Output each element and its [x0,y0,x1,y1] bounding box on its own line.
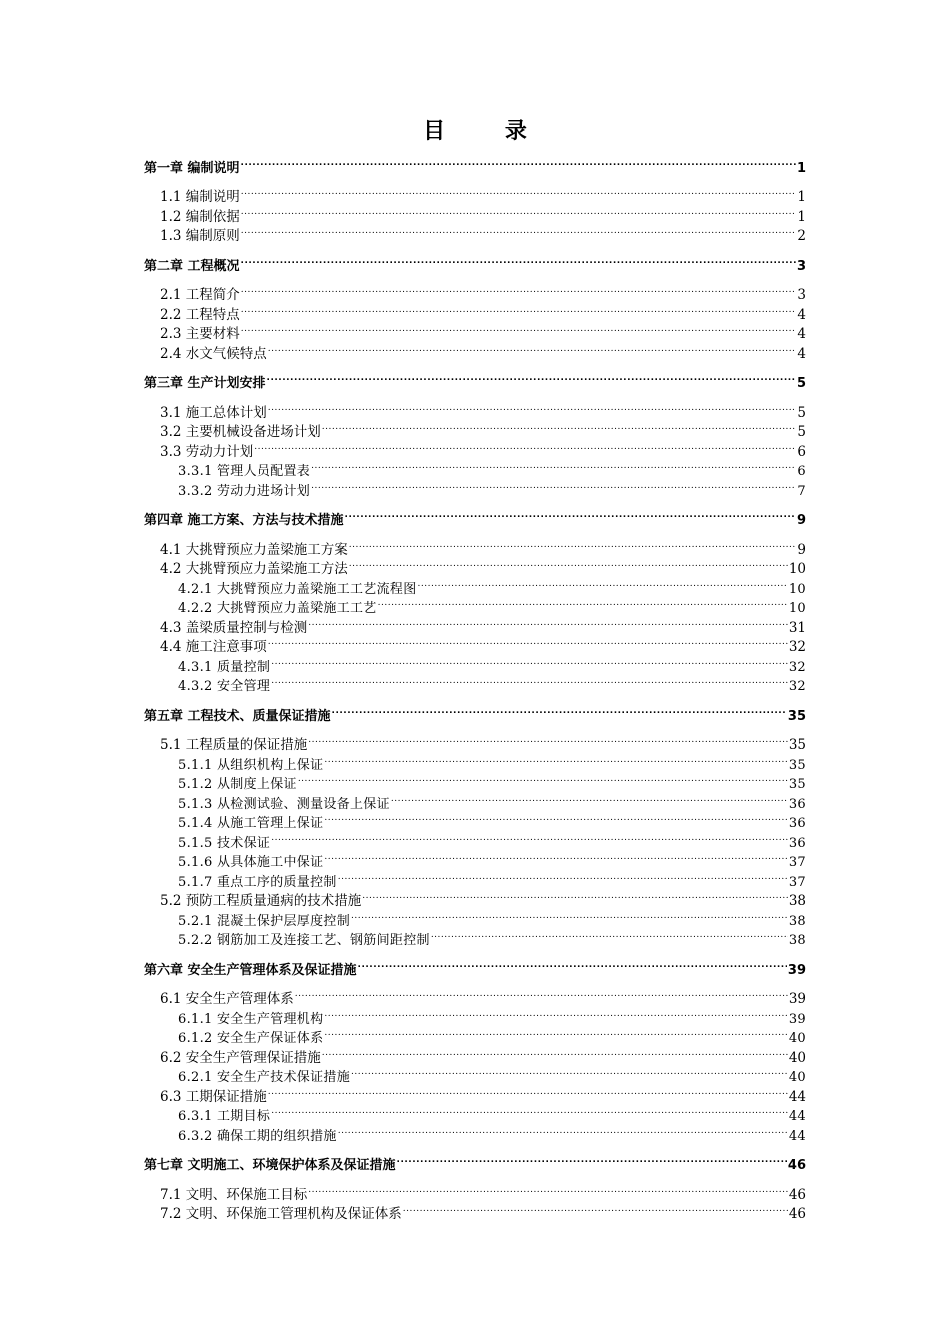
toc-page-number: 39 [788,1011,806,1027]
toc-title: 目 录 [423,119,553,144]
toc-page-number: 4 [797,345,806,362]
toc-entry-label: 1.2 编制依据 [160,208,240,225]
toc-entry-label: 3.1 施工总体计划 [160,404,267,421]
toc-entry-label: 6.3.2 确保工期的组织措施 [178,1128,337,1144]
toc-entry-label: 4.2.1 大挑臂预应力盖梁施工工艺流程图 [178,581,417,597]
toc-chapter [144,700,806,948]
toc-page-number: 37 [788,855,806,870]
toc-page-number: 36 [788,796,806,812]
toc-leader-dots [271,1101,788,1121]
toc-leader-dots [397,1150,787,1170]
toc-page-number: 38 [788,893,806,909]
toc-leader-dots [418,573,788,593]
toc-entry-label: 6.3 工期保证措施 [160,1088,267,1105]
toc-entry-label: 6.1 安全生产管理体系 [160,991,294,1007]
table-of-contents [144,152,806,1228]
toc-entry-label: 4.3.1 质量控制 [178,659,271,675]
toc-leader-dots [311,456,796,476]
toc-page-number: 5 [797,404,806,421]
toc-entry-label: 5.1.2 从制度上保证 [178,777,297,792]
toc-chapter [144,368,806,499]
toc-leader-dots [403,1199,788,1219]
toc-chapter-label: 第三章 生产计划安排 [144,376,266,391]
toc-leader-dots [345,505,796,525]
toc-page-number: 44 [788,1128,806,1144]
toc-leader-dots [322,417,797,437]
toc-page-number: 2 [797,228,806,244]
toc-section-entry[interactable] [144,319,806,342]
toc-page-number: 3 [796,258,806,274]
toc-page-number: 32 [788,639,806,655]
toc-chapter-label: 第七章 文明施工、环境保护体系及保证措施 [144,1158,396,1173]
toc-page-number: 6 [797,464,806,479]
toc-chapter-entry[interactable] [144,368,806,391]
toc-page-number: 40 [788,1031,806,1046]
toc-entry-label: 4.4 施工注意事项 [160,639,267,655]
toc-page-number: 38 [788,933,806,948]
toc-entry-label: 2.3 主要材料 [160,326,240,342]
toc-page-number: 32 [788,659,806,675]
toc-entry-label: 5.2.2 钢筋加工及连接工艺、钢筋间距控制 [178,933,430,948]
toc-leader-dots [268,397,797,417]
toc-entry-label: 5.1.4 从施工管理上保证 [178,816,324,831]
toc-page-number: 39 [788,991,806,1007]
toc-page-number: 31 [788,619,806,636]
toc-chapter-label: 第一章 编制说明 [144,160,240,176]
toc-page-number: 46 [788,1206,806,1222]
toc-entry-label: 3.3.1 管理人员配置表 [178,464,311,479]
toc-chapter-label: 第四章 施工方案、方法与技术措施 [144,513,344,528]
toc-leader-dots [271,651,788,671]
toc-leader-dots [349,534,797,554]
toc-page-number: 36 [788,835,806,851]
toc-chapter-label: 第六章 安全生产管理体系及保证措施 [144,962,357,978]
toc-page-number: 46 [787,1158,806,1173]
toc-page-number: 32 [788,679,806,694]
toc-entry-label: 5.1.3 从检测试验、测量设备上保证 [178,796,390,812]
toc-page-number: 10 [788,581,806,597]
toc-chapter-entry[interactable] [144,505,806,528]
toc-chapter [144,250,806,362]
toc-entry-label: 3.3.2 劳动力进场计划 [178,483,311,499]
toc-entry-label: 4.1 大挑臂预应力盖梁施工方案 [160,541,348,558]
toc-section-entry[interactable] [144,1179,806,1203]
toc-leader-dots [295,984,788,1004]
toc-chapter-entry[interactable] [144,1150,806,1173]
toc-page-number: 10 [788,601,806,616]
toc-entry-label: 3.2 主要机械设备进场计划 [160,424,321,440]
toc-page-number: 35 [787,708,806,724]
toc-entry-label: 1.3 编制原则 [160,228,240,244]
toc-leader-dots [241,280,797,300]
toc-leader-dots [241,250,796,270]
toc-chapter [144,505,806,694]
toc-entry-label: 6.3.1 工期目标 [178,1109,271,1124]
toc-page-number: 35 [788,777,806,792]
toc-chapter-label: 第五章 工程技术、质量保证措施 [144,708,331,724]
toc-entry-label: 7.2 文明、环保施工管理机构及保证体系 [160,1206,402,1222]
toc-section-entry[interactable] [144,534,806,558]
toc-section-entry[interactable] [144,299,806,323]
toc-chapter-entry[interactable] [144,700,806,724]
toc-page-number: 35 [788,757,806,773]
toc-entry-label: 6.2.1 安全生产技术保证措施 [178,1070,351,1085]
toc-page-number: 4 [797,326,806,342]
toc-leader-dots [241,201,797,221]
toc-page-number: 3 [797,287,806,303]
toc-entry-label: 6.1.2 安全生产保证体系 [178,1031,324,1046]
toc-chapter-entry[interactable] [144,250,806,274]
toc-section-entry[interactable] [144,730,806,753]
toc-leader-dots [378,593,788,613]
toc-entry-label: 4.2.2 大挑臂预应力盖梁施工工艺 [178,601,377,616]
toc-entry-label: 4.3.2 安全管理 [178,679,271,694]
toc-page-number: 9 [796,513,806,528]
toc-entry-label: 5.2.1 混凝土保护层厚度控制 [178,913,351,929]
toc-page-number: 44 [788,1088,806,1105]
toc-leader-dots [324,1023,787,1043]
toc-leader-dots [324,1003,787,1023]
toc-page-number: 5 [797,424,806,440]
toc-page-number: 39 [787,962,806,978]
toc-leader-dots [241,299,797,319]
toc-page-number: 9 [797,541,806,558]
toc-leader-dots [308,730,788,750]
toc-leader-dots [362,886,788,906]
toc-entry-label: 4.3 盖梁质量控制与检测 [160,619,308,636]
toc-leader-dots [254,436,796,456]
toc-entry-label: 4.2 大挑臂预应力盖梁施工方法 [160,561,348,577]
toc-leader-dots [431,925,788,945]
toc-leader-dots [351,905,788,925]
toc-leader-dots [268,632,788,652]
toc-leader-dots [338,1120,788,1140]
toc-entry-label: 5.1.6 从具体施工中保证 [178,855,324,870]
toc-leader-dots [271,671,788,691]
toc-entry-label: 5.1.7 重点工序的质量控制 [178,874,337,890]
toc-chapter-label: 第二章 工程概况 [144,258,240,274]
toc-page-number: 40 [788,1049,806,1066]
toc-section-entry[interactable] [144,221,806,244]
toc-chapter [144,954,806,1144]
toc-entry-label: 5.1.5 技术保证 [178,835,271,851]
toc-entry-label: 2.1 工程简介 [160,287,240,303]
toc-leader-dots [308,612,788,632]
toc-leader-dots [351,1062,788,1082]
toc-section-entry[interactable] [144,397,806,421]
toc-page-number: 35 [788,737,806,753]
toc-chapter [144,152,806,244]
toc-leader-dots [391,788,788,808]
toc-page-number: 4 [797,306,806,323]
toc-leader-dots [338,866,788,886]
toc-leader-dots [241,319,797,339]
toc-entry-label: 6.2 安全生产管理保证措施 [160,1049,321,1066]
toc-page-number: 44 [788,1109,806,1124]
toc-entry-label: 2.4 水文气候特点 [160,345,267,362]
toc-leader-dots [349,554,788,574]
toc-leader-dots [267,368,796,388]
toc-leader-dots [271,827,788,847]
toc-page-number: 6 [797,443,806,460]
toc-entry-label: 6.1.1 安全生产管理机构 [178,1011,324,1027]
toc-leader-dots [324,808,787,828]
toc-section-entry[interactable] [144,280,806,303]
toc-chapter-entry[interactable] [144,152,806,176]
toc-entry-label: 3.3 劳动力计划 [160,443,254,460]
toc-entry-label: 7.1 文明、环保施工目标 [160,1186,308,1203]
toc-page-number: 5 [796,376,806,391]
toc-page-number: 36 [788,816,806,831]
toc-page-number: 46 [788,1186,806,1203]
toc-leader-dots [358,954,787,974]
toc-section-entry[interactable] [144,338,806,362]
toc-chapter-entry[interactable] [144,954,806,978]
toc-page-number: 1 [797,208,806,225]
toc-section-entry[interactable] [144,182,806,205]
toc-page-number: 37 [788,874,806,890]
toc-page-number: 10 [788,561,806,577]
toc-leader-dots [332,700,787,720]
toc-entry-label: 1.1 编制说明 [160,189,240,205]
toc-leader-dots [241,182,797,202]
toc-leader-dots [298,769,788,789]
toc-leader-dots [268,1081,788,1101]
toc-page-number: 1 [796,160,806,176]
toc-leader-dots [241,221,797,241]
toc-entry-label: 5.1.1 从组织机构上保证 [178,757,324,773]
toc-entry-label: 5.2 预防工程质量通病的技术措施 [160,893,362,909]
toc-entry-label: 2.2 工程特点 [160,306,240,323]
toc-section-entry[interactable] [144,984,806,1007]
toc-entry-label: 5.1 工程质量的保证措施 [160,737,308,753]
toc-leader-dots [322,1042,788,1062]
toc-page-number: 38 [788,913,806,929]
toc-leader-dots [241,152,796,172]
toc-page-number: 1 [797,189,806,205]
toc-leader-dots [324,847,787,867]
toc-leader-dots [311,475,796,495]
toc-leader-dots [268,338,797,358]
toc-page-number: 7 [797,483,806,499]
toc-page-number: 40 [788,1070,806,1085]
toc-leader-dots [308,1179,788,1199]
toc-leader-dots [324,749,787,769]
toc-chapter [144,1150,806,1222]
toc-section-entry[interactable] [144,201,806,225]
